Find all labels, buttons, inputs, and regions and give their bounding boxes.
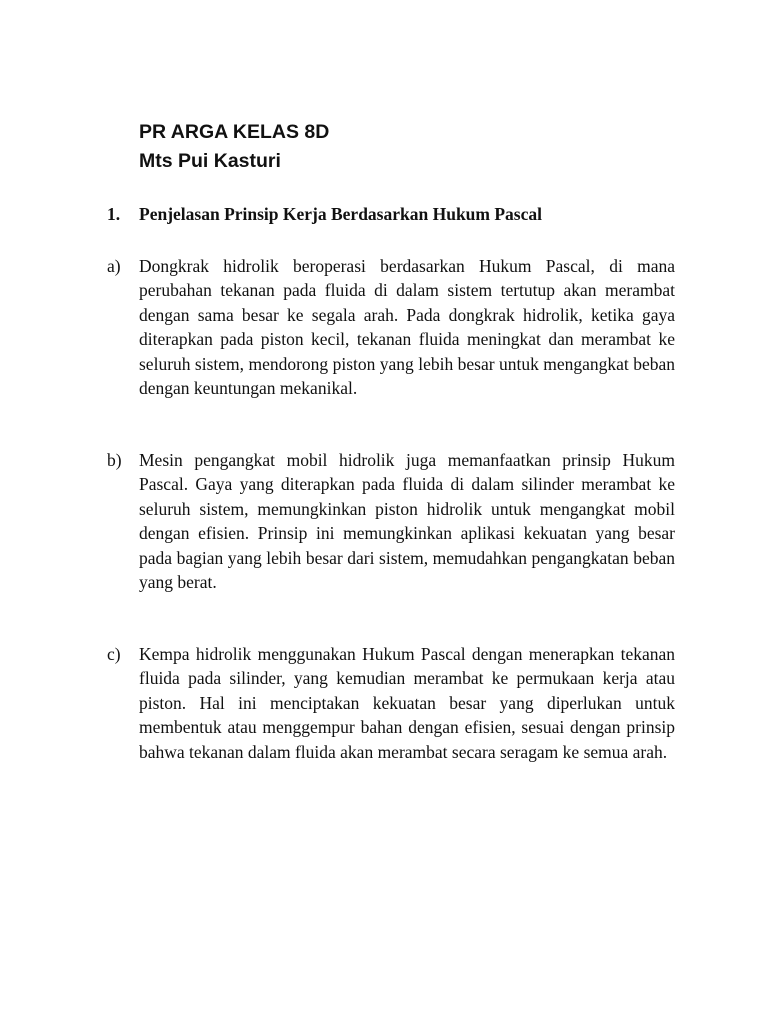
section-heading	[107, 202, 677, 226]
list-item-text: Mesin pengangkat mobil hidrolik juga memanfaatkan prinsip Hukum Pascal. Gaya yang diterapkan pada fluida di dalam silinder merambat ke seluruh sistem, memungkinkan piston hidrolik untuk mengangkat mobil dengan efisien. Prinsip ini memungkinkan aplikasi kekuatan yang besar pada bagian yang lebih besar dari sistem, memudahkan pengangkatan beban yang berat.	[139, 450, 675, 593]
list-marker: b)	[107, 450, 122, 470]
document-header	[139, 118, 329, 176]
list-item-text: Dongkrak hidrolik beroperasi berdasarkan Hukum Pascal, di mana perubahan tekanan pada fluida di dalam sistem tertutup akan merambat dengan sama besar ke segala arah. Pada dongkrak hidrolik, ketika gaya diterapkan pada piston kecil, tekanan fluida meningkat dan merambat ke seluruh sistem, mendorong piston yang lebih besar untuk mengangkat beban dengan keuntungan mekanikal.	[139, 256, 675, 399]
list-marker: c)	[107, 644, 121, 664]
section-title: Penjelasan Prinsip Kerja Berdasarkan Hukum Pascal	[139, 204, 542, 224]
list-marker: a)	[107, 256, 121, 276]
list-item-c	[107, 642, 675, 764]
list-item-a	[107, 254, 675, 400]
list-item-b	[107, 448, 675, 594]
document-title: PR ARGA KELAS 8D	[139, 121, 330, 143]
section-number: 1.	[107, 204, 121, 224]
document-subtitle: Mts Pui Kasturi	[139, 150, 281, 172]
list-item-text: Kempa hidrolik menggunakan Hukum Pascal dengan menerapkan tekanan fluida pada silinder, yang kemudian merambat ke permukaan kerja atau piston. Hal ini menciptakan kekuatan besar yang diperlukan untuk membentuk atau menggempur bahan dengan efisien, sesuai dengan prinsip bahwa tekanan dalam fluida akan merambat secara seragam ke semua arah.	[139, 644, 675, 762]
